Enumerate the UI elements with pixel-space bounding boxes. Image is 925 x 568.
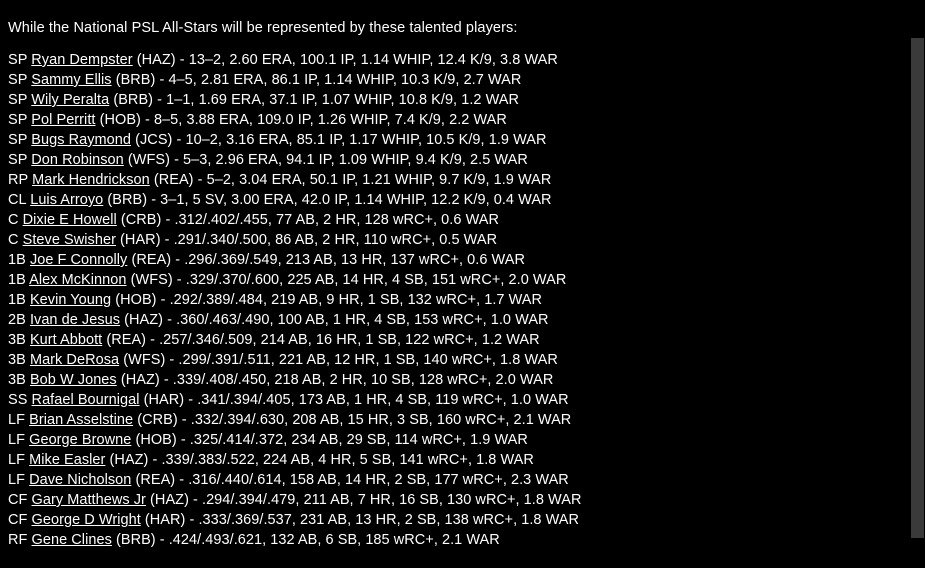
player-name-link[interactable]: Rafael Bournigal — [31, 392, 140, 408]
player-name-link[interactable]: Pol Perritt — [31, 112, 96, 128]
player-stats: (HOB) - 8–5, 3.88 ERA, 109.0 IP, 1.26 WHIP, 7.4 K/9, 2.2 WAR — [99, 112, 507, 128]
player-name-link[interactable]: Luis Arroyo — [30, 192, 104, 208]
player-stats: (HOB) - .325/.414/.372, 234 AB, 29 SB, 114 wRC+, 1.9 WAR — [135, 432, 528, 448]
player-position: SP — [8, 112, 28, 128]
player-row — [8, 410, 895, 430]
player-position: RF — [8, 532, 28, 548]
player-row — [8, 370, 895, 390]
player-position: LF — [8, 472, 26, 488]
player-stats: (CRB) - .332/.394/.630, 208 AB, 15 HR, 3 SB, 160 wRC+, 2.1 WAR — [137, 412, 572, 428]
player-name-link[interactable]: Mike Easler — [29, 452, 106, 468]
player-row — [8, 110, 895, 130]
player-stats: (REA) - .257/.346/.509, 214 AB, 16 HR, 1 SB, 122 wRC+, 1.2 WAR — [106, 332, 540, 348]
player-stats: (WFS) - .299/.391/.511, 221 AB, 12 HR, 1 SB, 140 wRC+, 1.8 WAR — [123, 352, 558, 368]
all-star-roster-list — [8, 50, 895, 550]
player-stats: (REA) - .296/.369/.549, 213 AB, 13 HR, 137 wRC+, 0.6 WAR — [131, 252, 526, 268]
player-stats: (BRB) - 1–1, 1.69 ERA, 37.1 IP, 1.07 WHIP, 10.8 K/9, 1.2 WAR — [113, 92, 520, 108]
player-name-link[interactable]: Bob W Jones — [29, 372, 117, 388]
player-position: LF — [8, 412, 26, 428]
player-stats: (HAZ) - .294/.394/.479, 211 AB, 7 HR, 16 SB, 130 wRC+, 1.8 WAR — [150, 492, 582, 508]
player-row — [8, 290, 895, 310]
player-position: SS — [8, 392, 28, 408]
player-position: C — [8, 212, 19, 228]
player-name-link[interactable]: Alex McKinnon — [29, 272, 127, 288]
player-row — [8, 310, 895, 330]
player-row — [8, 230, 895, 250]
player-row — [8, 390, 895, 410]
player-position: CL — [8, 192, 27, 208]
player-position: LF — [8, 452, 26, 468]
player-name-link[interactable]: Ryan Dempster — [31, 52, 133, 68]
player-position: LF — [8, 432, 26, 448]
player-position: SP — [8, 72, 28, 88]
scrollbar-track-top[interactable] — [911, 0, 924, 36]
player-stats: (HAZ) - .339/.408/.450, 218 AB, 2 HR, 10 SB, 128 wRC+, 2.0 WAR — [120, 372, 554, 388]
vertical-scrollbar[interactable] — [910, 0, 925, 568]
player-name-link[interactable]: Sammy Ellis — [31, 72, 112, 88]
player-row — [8, 270, 895, 290]
player-row — [8, 450, 895, 470]
player-row — [8, 210, 895, 230]
player-position: CF — [8, 492, 28, 508]
player-row — [8, 170, 895, 190]
player-position: 3B — [8, 372, 26, 388]
player-name-link[interactable]: Mark Hendrickson — [32, 172, 150, 188]
player-position: SP — [8, 92, 28, 108]
player-stats: (WFS) - 5–3, 2.96 ERA, 94.1 IP, 1.09 WHIP, 9.4 K/9, 2.5 WAR — [127, 152, 528, 168]
player-name-link[interactable]: Gene Clines — [31, 532, 112, 548]
player-stats: (HAR) - .333/.369/.537, 231 AB, 13 HR, 2 SB, 138 wRC+, 1.8 WAR — [144, 512, 580, 528]
intro-paragraph: While the National PSL All-Stars will be represented by these talented players: — [8, 20, 518, 36]
player-name-link[interactable]: George D Wright — [31, 512, 141, 528]
player-row — [8, 90, 895, 110]
player-row — [8, 190, 895, 210]
player-stats: (HAZ) - .339/.383/.522, 224 AB, 4 HR, 5 SB, 141 wRC+, 1.8 WAR — [109, 452, 534, 468]
player-row — [8, 470, 895, 490]
player-stats: (WFS) - .329/.370/.600, 225 AB, 14 HR, 4 SB, 151 wRC+, 2.0 WAR — [130, 272, 567, 288]
player-stats: (BRB) - 3–1, 5 SV, 3.00 ERA, 42.0 IP, 1.14 WHIP, 12.2 K/9, 0.4 WAR — [107, 192, 552, 208]
player-row — [8, 150, 895, 170]
scrollbar-thumb[interactable] — [911, 38, 924, 538]
player-row — [8, 510, 895, 530]
player-row — [8, 330, 895, 350]
player-stats: (HAZ) - .360/.463/.490, 100 AB, 1 HR, 4 SB, 153 wRC+, 1.0 WAR — [124, 312, 549, 328]
player-position: SP — [8, 132, 28, 148]
player-row — [8, 430, 895, 450]
player-name-link[interactable]: Ivan de Jesus — [29, 312, 121, 328]
player-stats: (HOB) - .292/.389/.484, 219 AB, 9 HR, 1 SB, 132 wRC+, 1.7 WAR — [115, 292, 543, 308]
player-name-link[interactable]: Wily Peralta — [31, 92, 110, 108]
player-position: 3B — [8, 332, 26, 348]
player-stats: (HAR) - .341/.394/.405, 173 AB, 1 HR, 4 SB, 119 wRC+, 1.0 WAR — [143, 392, 569, 408]
player-row — [8, 50, 895, 70]
player-name-link[interactable]: Mark DeRosa — [29, 352, 120, 368]
player-name-link[interactable]: Dave Nicholson — [29, 472, 132, 488]
player-stats: (BRB) - 4–5, 2.81 ERA, 86.1 IP, 1.14 WHIP, 10.3 K/9, 2.7 WAR — [115, 72, 522, 88]
player-row — [8, 350, 895, 370]
player-stats: (CRB) - .312/.402/.455, 77 AB, 2 HR, 128 wRC+, 0.6 WAR — [120, 212, 500, 228]
player-stats: (BRB) - .424/.493/.621, 132 AB, 6 SB, 185 wRC+, 2.1 WAR — [115, 532, 500, 548]
player-position: RP — [8, 172, 28, 188]
player-row — [8, 70, 895, 90]
player-name-link[interactable]: Kurt Abbott — [29, 332, 103, 348]
player-position: SP — [8, 152, 28, 168]
player-position: SP — [8, 52, 28, 68]
player-position: CF — [8, 512, 28, 528]
player-row — [8, 490, 895, 510]
player-row — [8, 130, 895, 150]
player-position: 2B — [8, 312, 26, 328]
player-row — [8, 250, 895, 270]
player-name-link[interactable]: Bugs Raymond — [31, 132, 132, 148]
player-name-link[interactable]: Dixie E Howell — [22, 212, 117, 228]
player-stats: (REA) - 5–2, 3.04 ERA, 50.1 IP, 1.21 WHIP, 9.7 K/9, 1.9 WAR — [153, 172, 552, 188]
player-name-link[interactable]: Steve Swisher — [22, 232, 116, 248]
player-position: 1B — [8, 292, 26, 308]
player-stats: (REA) - .316/.440/.614, 158 AB, 14 HR, 2 SB, 177 wRC+, 2.3 WAR — [135, 472, 569, 488]
player-stats: (HAZ) - 13–2, 2.60 ERA, 100.1 IP, 1.14 WHIP, 12.4 K/9, 3.8 WAR — [136, 52, 558, 68]
player-row — [8, 530, 895, 550]
player-name-link[interactable]: Brian Asselstine — [29, 412, 134, 428]
player-stats: (JCS) - 10–2, 3.16 ERA, 85.1 IP, 1.17 WHIP, 10.5 K/9, 1.9 WAR — [135, 132, 547, 148]
player-position: C — [8, 232, 19, 248]
player-name-link[interactable]: Gary Matthews Jr — [31, 492, 146, 508]
player-position: 1B — [8, 252, 26, 268]
player-position: 3B — [8, 352, 26, 368]
player-name-link[interactable]: Kevin Young — [29, 292, 112, 308]
player-name-link[interactable]: Don Robinson — [31, 152, 124, 168]
player-position: 1B — [8, 272, 26, 288]
player-name-link[interactable]: George Browne — [29, 432, 132, 448]
player-stats: (HAR) - .291/.340/.500, 86 AB, 2 HR, 110 wRC+, 0.5 WAR — [120, 232, 498, 248]
player-name-link[interactable]: Joe F Connolly — [29, 252, 128, 268]
